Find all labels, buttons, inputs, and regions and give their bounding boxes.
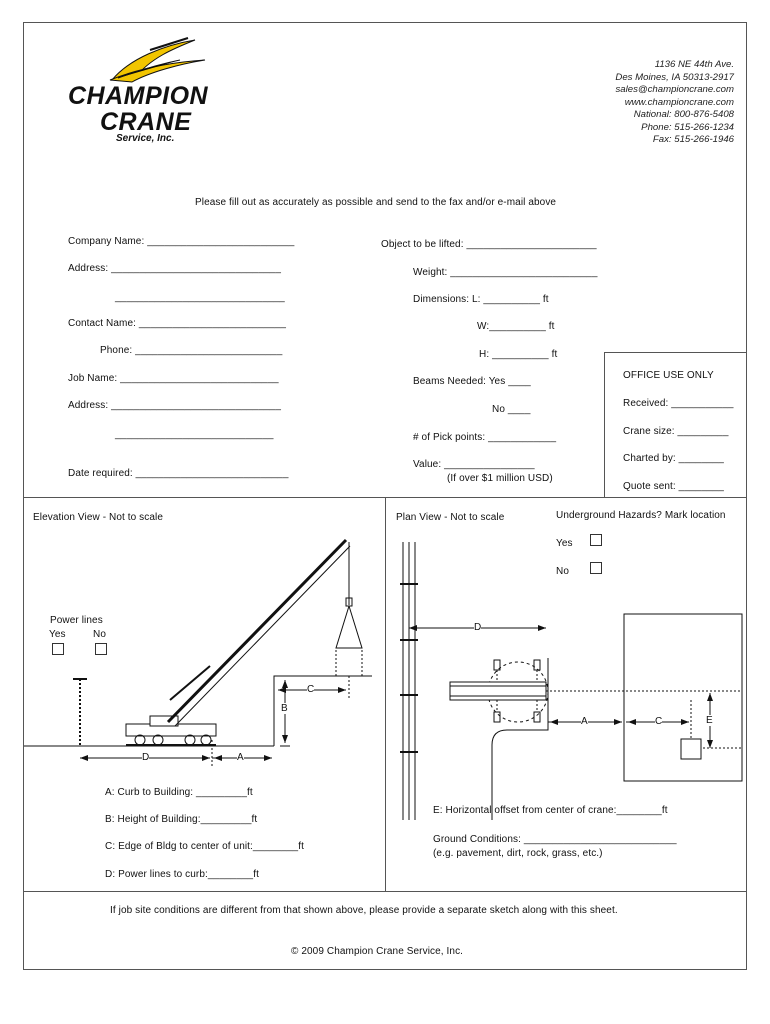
- instructions: Please fill out as accurately as possible and send to the fax and/or e-mail above: [195, 197, 557, 208]
- dimension-w-field[interactable]: W:__________ ft: [477, 321, 555, 332]
- power-yes-label: Yes: [49, 629, 66, 640]
- job-address-field-1[interactable]: Address: ______________________________: [68, 400, 281, 411]
- divider-bottom: [23, 891, 747, 892]
- plan-label-c: C: [655, 716, 663, 727]
- beams-yes-field[interactable]: Beams Needed: Yes ____: [413, 376, 531, 387]
- crane-size-field[interactable]: Crane size: _________: [623, 426, 729, 437]
- elev-label-a: A: [237, 752, 244, 763]
- plan-label-a: A: [581, 716, 588, 727]
- hazards-yes-label: Yes: [556, 538, 573, 549]
- power-yes-checkbox[interactable]: [52, 643, 64, 655]
- value-field[interactable]: Value: ________________: [413, 459, 535, 470]
- power-no-checkbox[interactable]: [95, 643, 107, 655]
- logo-service: Service, Inc.: [116, 133, 175, 144]
- divider-middle: [385, 497, 386, 892]
- logo-champion: CHAMPION: [68, 82, 209, 110]
- company-name-field[interactable]: Company Name: __________________________: [68, 236, 295, 247]
- plan-label-d: D: [474, 622, 482, 633]
- phone-field[interactable]: Phone: __________________________: [100, 345, 283, 356]
- address-city: Des Moines, IA 50313-2917: [615, 71, 734, 83]
- address-street: 1136 NE 44th Ave.: [654, 59, 734, 70]
- field-e[interactable]: E: Horizontal offset from center of crane:________ft: [433, 805, 668, 816]
- address-national: National: 800-876-5408: [633, 109, 734, 120]
- field-c[interactable]: C: Edge of Bldg to center of unit:________ft: [105, 841, 304, 852]
- charted-by-field[interactable]: Charted by: ________: [623, 453, 724, 464]
- elev-label-d: D: [142, 752, 150, 763]
- value-note: (If over $1 million USD): [447, 473, 553, 484]
- address-phone: Phone: 515-266-1234: [641, 121, 734, 133]
- address-web: www.championcrane.com: [624, 96, 734, 108]
- field-a[interactable]: A: Curb to Building: _________ft: [105, 787, 253, 798]
- weight-field[interactable]: Weight: __________________________: [413, 267, 598, 278]
- received-field[interactable]: Received: ___________: [623, 398, 734, 409]
- hazards-no-checkbox[interactable]: [590, 562, 602, 574]
- elev-label-b: B: [281, 703, 288, 714]
- hazards-no-label: No: [556, 566, 569, 577]
- pick-points-field[interactable]: # of Pick points: ____________: [413, 432, 557, 443]
- hazards-label: Underground Hazards? Mark location: [556, 510, 726, 521]
- company-address: [615, 59, 734, 147]
- elevation-title: Elevation View - Not to scale: [33, 512, 163, 523]
- field-b[interactable]: B: Height of Building:_________ft: [105, 814, 258, 825]
- logo-crane: CRANE: [100, 108, 192, 136]
- ground-conditions-field[interactable]: Ground Conditions: ___________________________: [433, 834, 677, 845]
- power-no-label: No: [93, 629, 106, 640]
- office-title: OFFICE USE ONLY: [623, 370, 714, 381]
- dimension-h-field[interactable]: H: __________ ft: [479, 349, 558, 360]
- address-email: sales@championcrane.com: [615, 84, 734, 95]
- job-address-field-2[interactable]: ____________________________: [115, 429, 274, 440]
- plan-label-e: E: [706, 715, 713, 726]
- object-field[interactable]: Object to be lifted: _______________________: [381, 239, 597, 250]
- address-fax: Fax: 515-266-1946: [652, 134, 734, 145]
- hazards-yes-checkbox[interactable]: [590, 534, 602, 546]
- footer-note: If job site conditions are different from that shown above, please provide a separate sketch along with this sheet.: [110, 905, 618, 916]
- elev-label-c: C: [307, 684, 315, 695]
- plan-title: Plan View - Not to scale: [396, 512, 505, 523]
- job-name-field[interactable]: Job Name: ____________________________: [68, 373, 279, 384]
- address-field-2[interactable]: ______________________________: [115, 292, 285, 303]
- date-required-field[interactable]: Date required: ___________________________: [68, 468, 289, 479]
- beams-no-field[interactable]: No ____: [492, 404, 531, 415]
- ground-conditions-note: (e.g. pavement, dirt, rock, grass, etc.): [433, 848, 603, 859]
- field-d[interactable]: D: Power lines to curb:________ft: [105, 869, 259, 880]
- power-lines-label: Power lines: [50, 615, 103, 626]
- copyright: © 2009 Champion Crane Service, Inc.: [291, 946, 464, 957]
- address-field-1[interactable]: Address: ______________________________: [68, 263, 281, 274]
- quote-sent-field[interactable]: Quote sent: ________: [623, 481, 724, 492]
- dimension-l-field[interactable]: Dimensions: L: __________ ft: [413, 294, 549, 305]
- contact-name-field[interactable]: Contact Name: __________________________: [68, 318, 287, 329]
